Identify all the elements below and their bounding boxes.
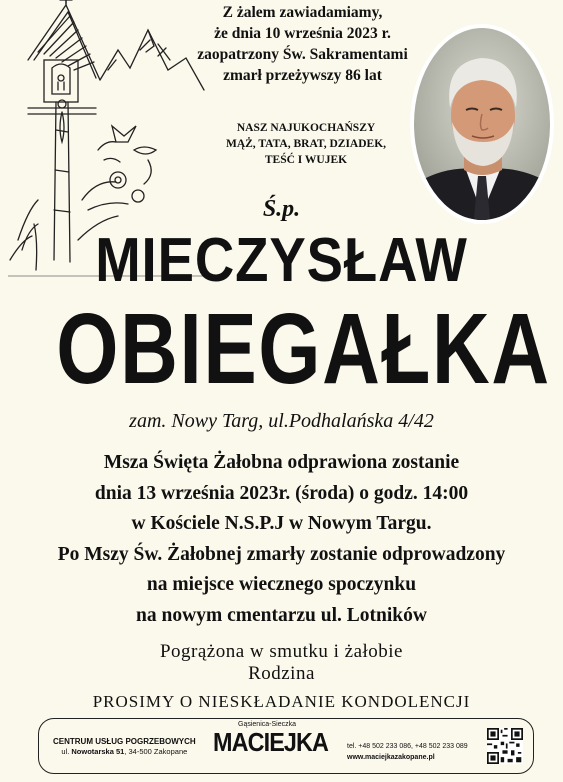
- brand-logo: MACIEJKA: [213, 727, 329, 757]
- qr-code-icon: [487, 728, 523, 764]
- deceased-address: zam. Nowy Targ, ul.Podhalańska 4/42: [129, 410, 434, 432]
- funeral-home-footer: [38, 718, 534, 774]
- family-relation-text: [200, 120, 412, 168]
- mass-line: w Kościele N.S.P.J w Nowym Targu.: [131, 513, 432, 534]
- deceased-surname: OBIEGAŁKA: [56, 293, 551, 405]
- portrait-photo: [410, 24, 560, 224]
- mourners-signature: [0, 641, 563, 685]
- notice-line: zaopatrzony Św. Sakramentami: [197, 46, 408, 63]
- brand-tagline: Gąsienica-Sieczka: [238, 721, 296, 728]
- mass-line: dnia 13 września 2023r. (środa) o godz. 14:00: [94, 482, 469, 504]
- mourners-line: Pogrążona w smutku i żałobie: [159, 641, 403, 662]
- condolence-request: PROSIMY O NIESKŁADANIE KONDOLENCJI: [92, 692, 471, 711]
- funeral-home-address: ul. Nowotarska 51, 34-500 Zakopane: [61, 747, 188, 756]
- notice-line: Z żalem zawiadamiamy,: [222, 4, 383, 21]
- phone-numbers: tel. +48 502 233 086, +48 502 233 089: [347, 743, 468, 750]
- family-line: MĄŻ, TATA, BRAT, DZIADEK,: [225, 138, 387, 150]
- mass-line: Msza Święta Żałobna odprawiona zostanie: [103, 452, 460, 473]
- funeral-home-name: CENTRUM USŁUG POGRZEBOWYCH: [53, 737, 196, 746]
- prefix-sp: Ś.p.: [262, 196, 301, 222]
- contact-info: [347, 741, 468, 763]
- mass-line: Po Mszy Św. Żałobnej zmarły zostanie odprowadzony: [57, 543, 506, 565]
- family-line: NASZ NAJUKOCHAŃSZY: [236, 122, 376, 134]
- death-notice-text: [190, 2, 415, 86]
- family-line: TEŚĆ I WUJEK: [264, 154, 348, 166]
- funeral-home-info: [53, 737, 196, 757]
- funeral-mass-details: [0, 448, 563, 631]
- mass-line: na nowym cmentarzu ul. Lotników: [136, 604, 427, 626]
- notice-line: zmarł przeżywszy 86 lat: [223, 67, 382, 84]
- mourners-family: Rodzina: [248, 663, 315, 684]
- website-link[interactable]: www.maciejkazakopane.pl: [347, 754, 435, 761]
- brand-logo-block: [207, 721, 327, 756]
- notice-line: że dnia 10 września 2023 r.: [214, 25, 391, 42]
- funeral-home-street: Nowotarska 51: [71, 747, 125, 756]
- deceased-first-name: MIECZYSŁAW: [95, 226, 468, 295]
- mass-line: na miejsce wiecznego spoczynku: [146, 574, 417, 595]
